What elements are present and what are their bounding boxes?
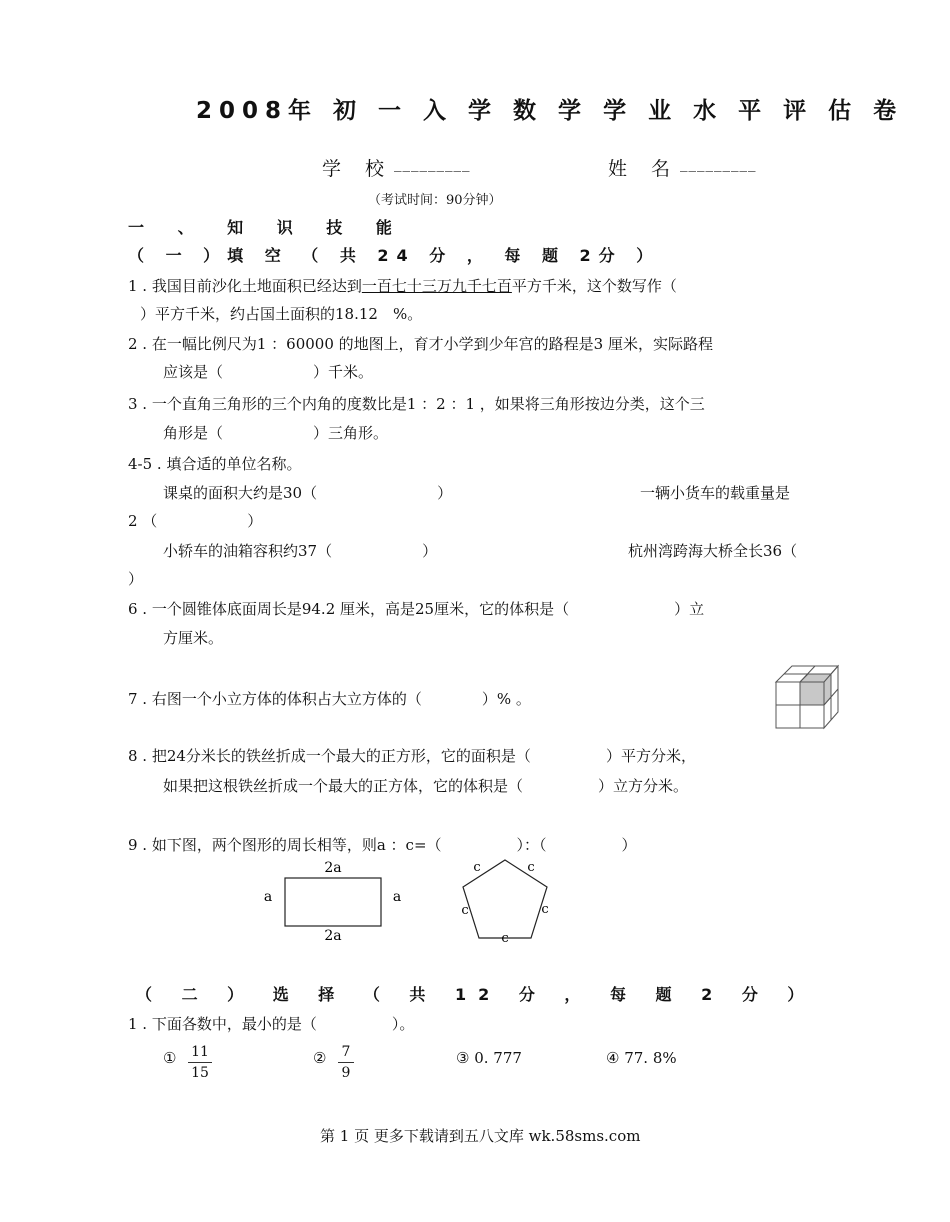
- section-heading-1: 一 、 知 识 技 能: [128, 218, 406, 237]
- question-6-line-2: 方厘米。: [163, 629, 224, 647]
- q1-text-post: 平方千米，这个数写作（: [511, 277, 677, 295]
- pent-label-bottom: c: [501, 931, 509, 946]
- q45-truck-load: 一辆小货车的载重量是: [640, 484, 791, 502]
- option-1-denominator: 15: [191, 1065, 209, 1081]
- page-title: 2008年 初 一 入 学 数 学 学 业 水 平 评 估 卷: [196, 98, 904, 124]
- rectangle-figure: [255, 855, 415, 947]
- question-8-line-2: 如果把这根铁丝折成一个最大的正方体，它的体积是（ ）立方分米。: [163, 777, 689, 795]
- q1-underlined-number: 一百七十三万九千七百: [361, 277, 512, 295]
- school-label: 学 校: [322, 158, 394, 180]
- q1-text-pre: 1 . 我国目前沙化土地面积已经达到: [128, 277, 362, 295]
- choice-question-1: 1 . 下面各数中，最小的是（ ）。: [128, 1015, 415, 1033]
- pent-label-top-left: c: [473, 860, 481, 875]
- page-footer: 第 1 页 更多下载请到五八文库 wk.58sms.com: [320, 1127, 641, 1145]
- q45-desk-area: 课桌的面积大约是30（ ）: [163, 484, 453, 502]
- rectangle-shape: [285, 878, 381, 926]
- option-3: ③ 0. 777: [456, 1049, 522, 1067]
- rect-bottom-label: 2a: [324, 928, 342, 944]
- option-2-fraction: [338, 1043, 354, 1082]
- option-1-numerator: 11: [191, 1044, 209, 1060]
- fraction-bar: [188, 1062, 212, 1063]
- option-1-mark: ①: [163, 1049, 177, 1067]
- section-sub-1: （ 一 ）填 空 （ 共 24 分 ， 每 题 2分 ）: [128, 246, 661, 265]
- question-2-line-1: 2 . 在一幅比例尺为1 ：60000 的地图上，育才小学到少年宫的路程是3 厘米，实际路程: [128, 335, 713, 353]
- question-3-line-1: 3 . 一个直角三角形的三个内角的度数比是1 ：2 ：1 ，如果将三角形按边分类，这个三: [128, 395, 705, 413]
- pentagon-figure: [450, 852, 560, 948]
- name-label: 姓 名: [608, 158, 680, 180]
- cube-figure: [772, 662, 842, 732]
- option-2-numerator: 7: [341, 1044, 351, 1060]
- fraction-bar: [338, 1062, 354, 1063]
- exam-time: （考试时间：90分钟）: [368, 193, 502, 208]
- pent-label-right: c: [541, 902, 549, 917]
- q45-truck-load-blank: 2 （ ）: [128, 512, 263, 530]
- question-6-line-1: 6 . 一个圆锥体底面周长是94.2 厘米，高是25厘米，它的体积是（ ）立: [128, 600, 705, 618]
- rect-left-label: a: [263, 889, 273, 905]
- q45-bridge-length: 杭州湾跨海大桥全长36（: [628, 542, 798, 560]
- question-8-line-1: 8 . 把24分米长的铁丝折成一个最大的正方形，它的面积是（ ）平方分米，: [128, 747, 696, 765]
- question-2-line-2: 应该是（ ）千米。: [163, 363, 374, 381]
- option-2-denominator: 9: [341, 1065, 351, 1081]
- name-blank: _________: [680, 154, 757, 172]
- q45-fuel-tank: 小轿车的油箱容积约37（ ）: [163, 542, 438, 560]
- question-4-5-title: 4-5 . 填合适的单位名称。: [128, 455, 302, 473]
- option-4: ④ 77. 8%: [606, 1049, 677, 1067]
- rect-right-label: a: [392, 889, 402, 905]
- section-heading-2: （ 二 ） 选 择 （ 共 12 分 ， 每 题 2 分 ）: [136, 985, 816, 1004]
- option-2-mark: ②: [313, 1049, 327, 1067]
- question-1-line-1: [128, 275, 677, 296]
- pent-label-left: c: [461, 903, 469, 918]
- rect-top-label: 2a: [324, 860, 342, 876]
- question-3-line-2: 角形是（ ）三角形。: [163, 424, 389, 442]
- option-1-fraction: [188, 1043, 212, 1082]
- school-blank: _________: [394, 154, 471, 172]
- question-7: 7 . 右图一个小立方体的体积占大立方体的（ ）% 。: [128, 690, 531, 708]
- q45-bridge-blank: ）: [128, 570, 144, 588]
- question-9: 9 . 如下图，两个图形的周长相等，则a ：c=（ ）：（ ）: [128, 836, 637, 854]
- question-1-line-2: ）平方千米，约占国土面积的18.12 %。: [140, 305, 423, 323]
- pent-label-top-right: c: [527, 860, 535, 875]
